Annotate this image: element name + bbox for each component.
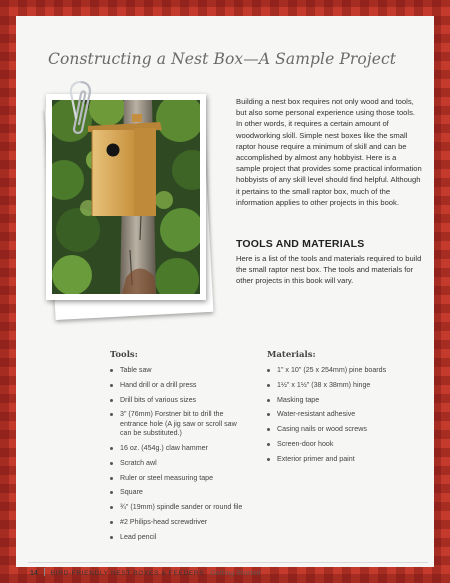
list-item: Exterior primer and paint bbox=[267, 455, 427, 464]
list-item: ¾" (19mm) spindle sander or round file bbox=[110, 503, 250, 512]
bullet-icon bbox=[110, 384, 113, 387]
intro-paragraph: Building a nest box requires not only wood and tools, but also some personal experience using those tools. In other words, it requires a certain amount of woodworking skill. Simple nest boxes like the small raptor house require a minimum of skill and can be accomplished by almost any hobbyist. Here is a sample project that provides some practical information hobbyists of any skill level should find helpful. Although it pertains to the small raptor box, much of the information applies to other projects in this book. bbox=[236, 97, 422, 207]
section-heading: TOOLS AND MATERIALS bbox=[236, 238, 365, 250]
list-item: 3" (76mm) Forstner bit to drill the entrance hole (A jig saw or scroll saw can be substituted.) bbox=[110, 410, 250, 438]
chapter-title: Getting Started bbox=[210, 569, 261, 577]
footer-divider bbox=[28, 562, 428, 563]
list-item: Water-resistant adhesive bbox=[267, 410, 427, 419]
list-item: Drill bits of various sizes bbox=[110, 396, 250, 405]
tools-list bbox=[110, 350, 250, 548]
tools-heading: Tools: bbox=[110, 350, 138, 360]
list-item: Hand drill or a drill press bbox=[110, 381, 250, 390]
bullet-icon bbox=[110, 477, 113, 480]
page-title: Constructing a Nest Box—A Sample Project bbox=[48, 50, 397, 68]
list-item: Lead pencil bbox=[110, 533, 250, 542]
list-item: #2 Philips-head screwdriver bbox=[110, 518, 250, 527]
list-item: Screen-door hook bbox=[267, 440, 427, 449]
list-item: Ruler or steel measuring tape bbox=[110, 474, 250, 483]
bullet-icon bbox=[267, 413, 270, 416]
bullet-icon bbox=[267, 369, 270, 372]
nest-box-photo bbox=[44, 92, 214, 314]
page-number: 14 bbox=[30, 570, 38, 577]
list-item: 16 oz. (454g.) claw hammer bbox=[110, 444, 250, 453]
list-item: 1½" x 1½" (38 x 38mm) hinge bbox=[267, 381, 427, 390]
bullet-icon bbox=[110, 536, 113, 539]
bullet-icon bbox=[110, 506, 113, 509]
materials-heading: Materials: bbox=[267, 350, 316, 360]
page-footer bbox=[30, 568, 261, 577]
footer-separator bbox=[44, 568, 45, 576]
section-body: Here is a list of the tools and materials required to build the small raptor nest box. The tools and materials for other projects in this book will vary. bbox=[236, 254, 422, 286]
bullet-icon bbox=[267, 428, 270, 431]
bullet-icon bbox=[110, 462, 113, 465]
list-item: Scratch awl bbox=[110, 459, 250, 468]
list-item: Casing nails or wood screws bbox=[267, 425, 427, 434]
bullet-icon bbox=[267, 384, 270, 387]
list-item: Table saw bbox=[110, 366, 250, 375]
book-page bbox=[16, 16, 434, 577]
bullet-icon bbox=[110, 491, 113, 494]
bullet-icon bbox=[267, 399, 270, 402]
materials-list bbox=[267, 350, 427, 470]
list-item: Masking tape bbox=[267, 396, 427, 405]
bullet-icon bbox=[110, 413, 113, 416]
bullet-icon bbox=[110, 369, 113, 372]
list-item: 1" x 10" (25 x 254mm) pine boards bbox=[267, 366, 427, 375]
bullet-icon bbox=[110, 399, 113, 402]
book-title: BIRD-FRIENDLY NEST BOXES & FEEDERS bbox=[50, 570, 205, 577]
bullet-icon bbox=[267, 443, 270, 446]
bullet-icon bbox=[110, 521, 113, 524]
bullet-icon bbox=[267, 458, 270, 461]
bullet-icon bbox=[110, 447, 113, 450]
paperclip-icon bbox=[66, 78, 96, 136]
list-item: Square bbox=[110, 488, 250, 497]
